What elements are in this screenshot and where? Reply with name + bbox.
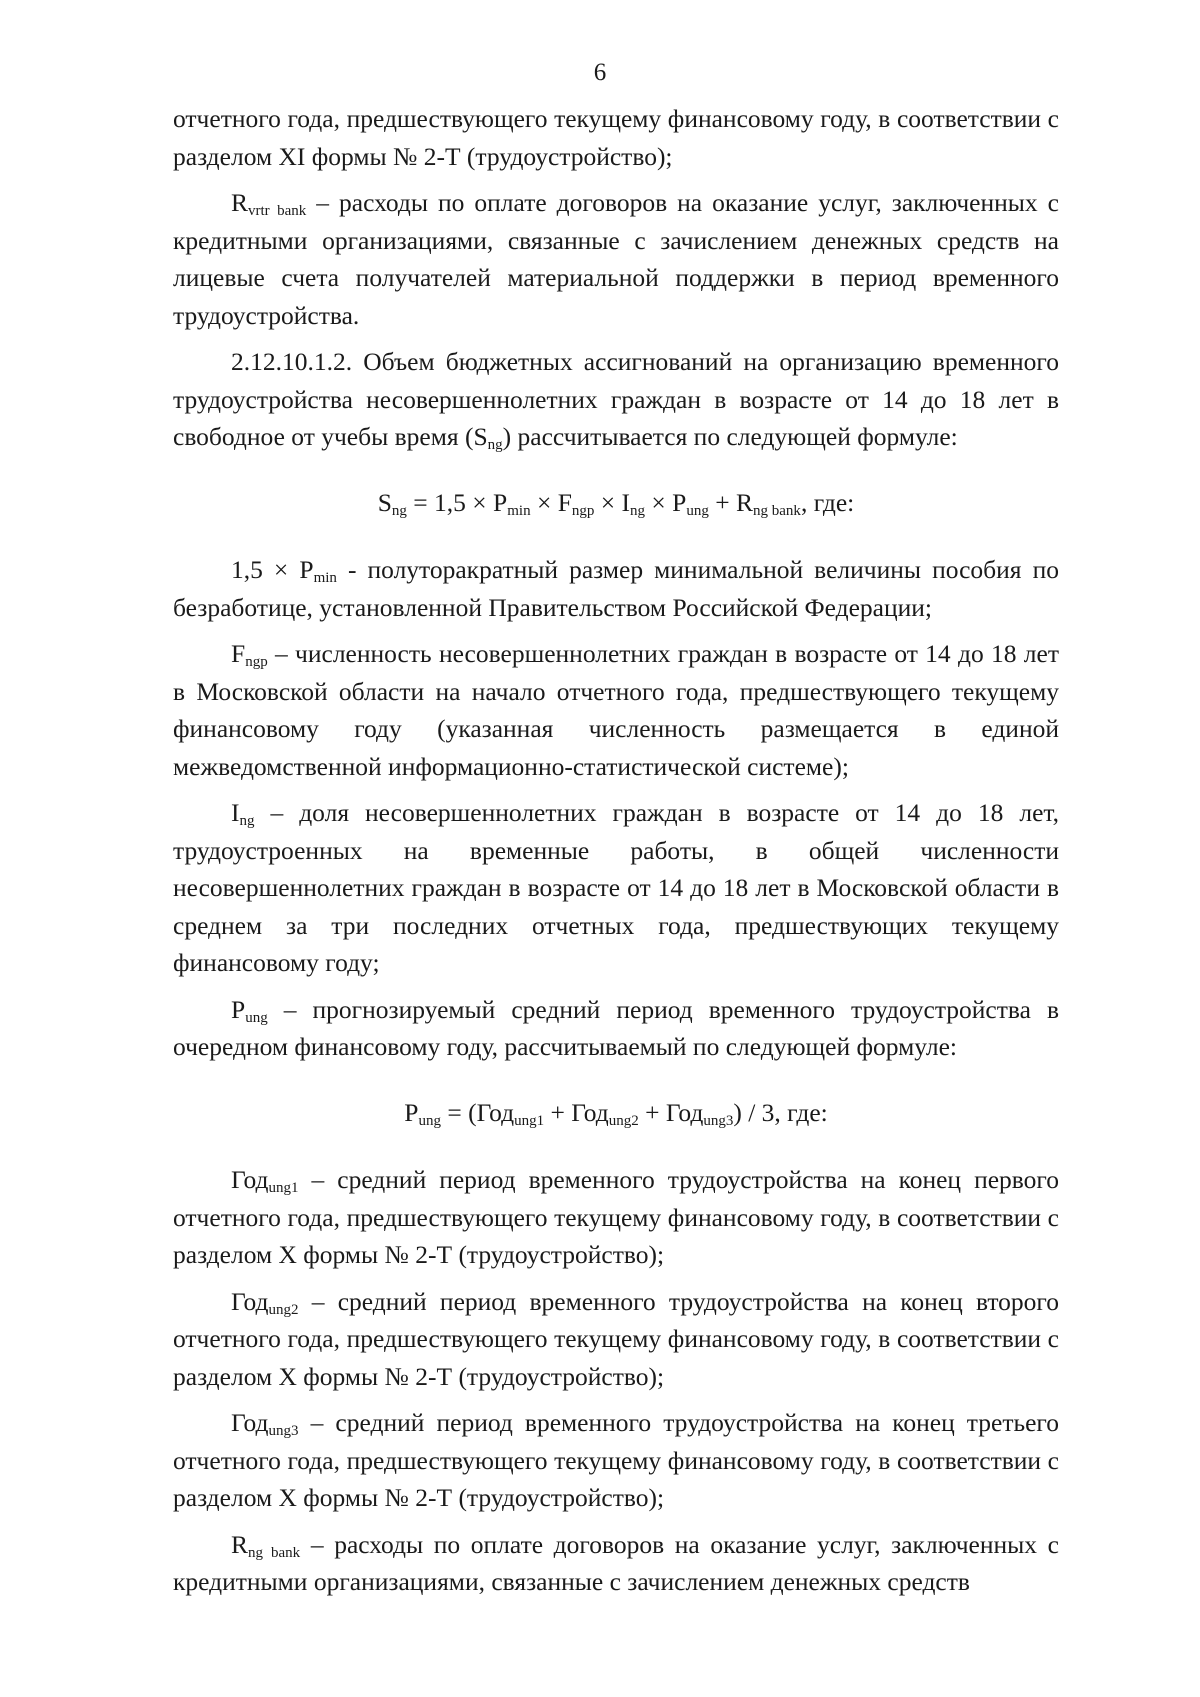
paragraph-god-ung2: Год$_{ung2}$ – средний период временного трудоустройства на конец второго отчетного года, предшествующего текущему финансовому году, в соответствии с разделом X формы № 2-Т (трудоустройство); bbox=[173, 1286, 1059, 1391]
paragraph-god-ung1: Год$_{ung1}$ – средний период временного трудоустройства на конец первого отчетного года, предшествующего текущему финансовому году, в соответствии с разделом X формы № 2-Т (трудоустройство); bbox=[173, 1165, 1059, 1269]
paragraph-ing: $I_{ng}$ – доля несовершеннолетних граждан в возрасте от 14 до 18 лет, трудоустроенных на временные работы, в общей численности несовершеннолетних граждан в возрасте от 14 до 18 лет в Московской области в среднем за три последних отчетных года, предшествующих текущему финансовому году; bbox=[173, 798, 1059, 977]
paragraph-pung: $P_{ung}$ – прогнозируемый средний период временного трудоустройства в очередном финансовому году, рассчитываемый по следующей формуле: bbox=[173, 994, 1059, 1061]
paragraph-god-ung3: Год$_{ung3}$ – средний период временного трудоустройства на конец третьего отчетного года, предшествующего текущему финансовому году, в соответствии с разделом X формы № 2-Т (трудоустройство); bbox=[173, 1408, 1059, 1512]
paragraph-continuation: отчетного года, предшествующего текущему финансовому году, в соответствии с разделом XI формы № 2-Т (трудоустройство); bbox=[173, 104, 1059, 171]
paragraph-pmin: $1,5 \times P_{min}$ - полуторакратный размер минимальной величины пособия по безработице, установленной Правительством Российской Федерации; bbox=[173, 555, 1059, 622]
paragraph-rng-bank: $R_{ng bank}$ – расходы по оплате договоров на оказание услуг, заключенных с кредитными организациями, связанные с зачислением денежных средств bbox=[173, 1529, 1059, 1596]
page-number: 6 bbox=[593, 59, 607, 86]
formula-sng: $S_{ng} = 1,5 \times P_{min} \times F_{ngp} \times I_{ng} \times P_{ung} + R_{ng bank}$, где: bbox=[377, 487, 855, 519]
formula-pung: $P_{ung} = (Год_{ung1} + Год_{ung2} + Год_{ung3}) / 3$, где: bbox=[404, 1097, 828, 1129]
document-body bbox=[173, 100, 1059, 1601]
paragraph-section-2-12-10-1-2: 2.12.10.1.2. Объем бюджетных ассигнований на организацию временного трудоустройства несовершеннолетних граждан в возрасте от 14 до 18 лет в свободное от учебы время $(S_{ng})$ рассчитывается по следующей формуле: bbox=[173, 347, 1059, 453]
paragraph-fngp: $F_{ngp}$ – численность несовершеннолетних граждан в возрасте от 14 до 18 лет в Московской области на начало отчетного года, предшествующего текущему финансовому году (указанная численность размещается в единой межведомственной информационно-статистической системе); bbox=[173, 639, 1059, 781]
paragraph-rvrtr-bank: $R_{vrtr bank}$ – расходы по оплате договоров на оказание услуг, заключенных с кредитными организациями, связанные с зачислением денежных средств на лицевые счета получателей материальной поддержки в период временного трудоустройства. bbox=[173, 188, 1059, 330]
